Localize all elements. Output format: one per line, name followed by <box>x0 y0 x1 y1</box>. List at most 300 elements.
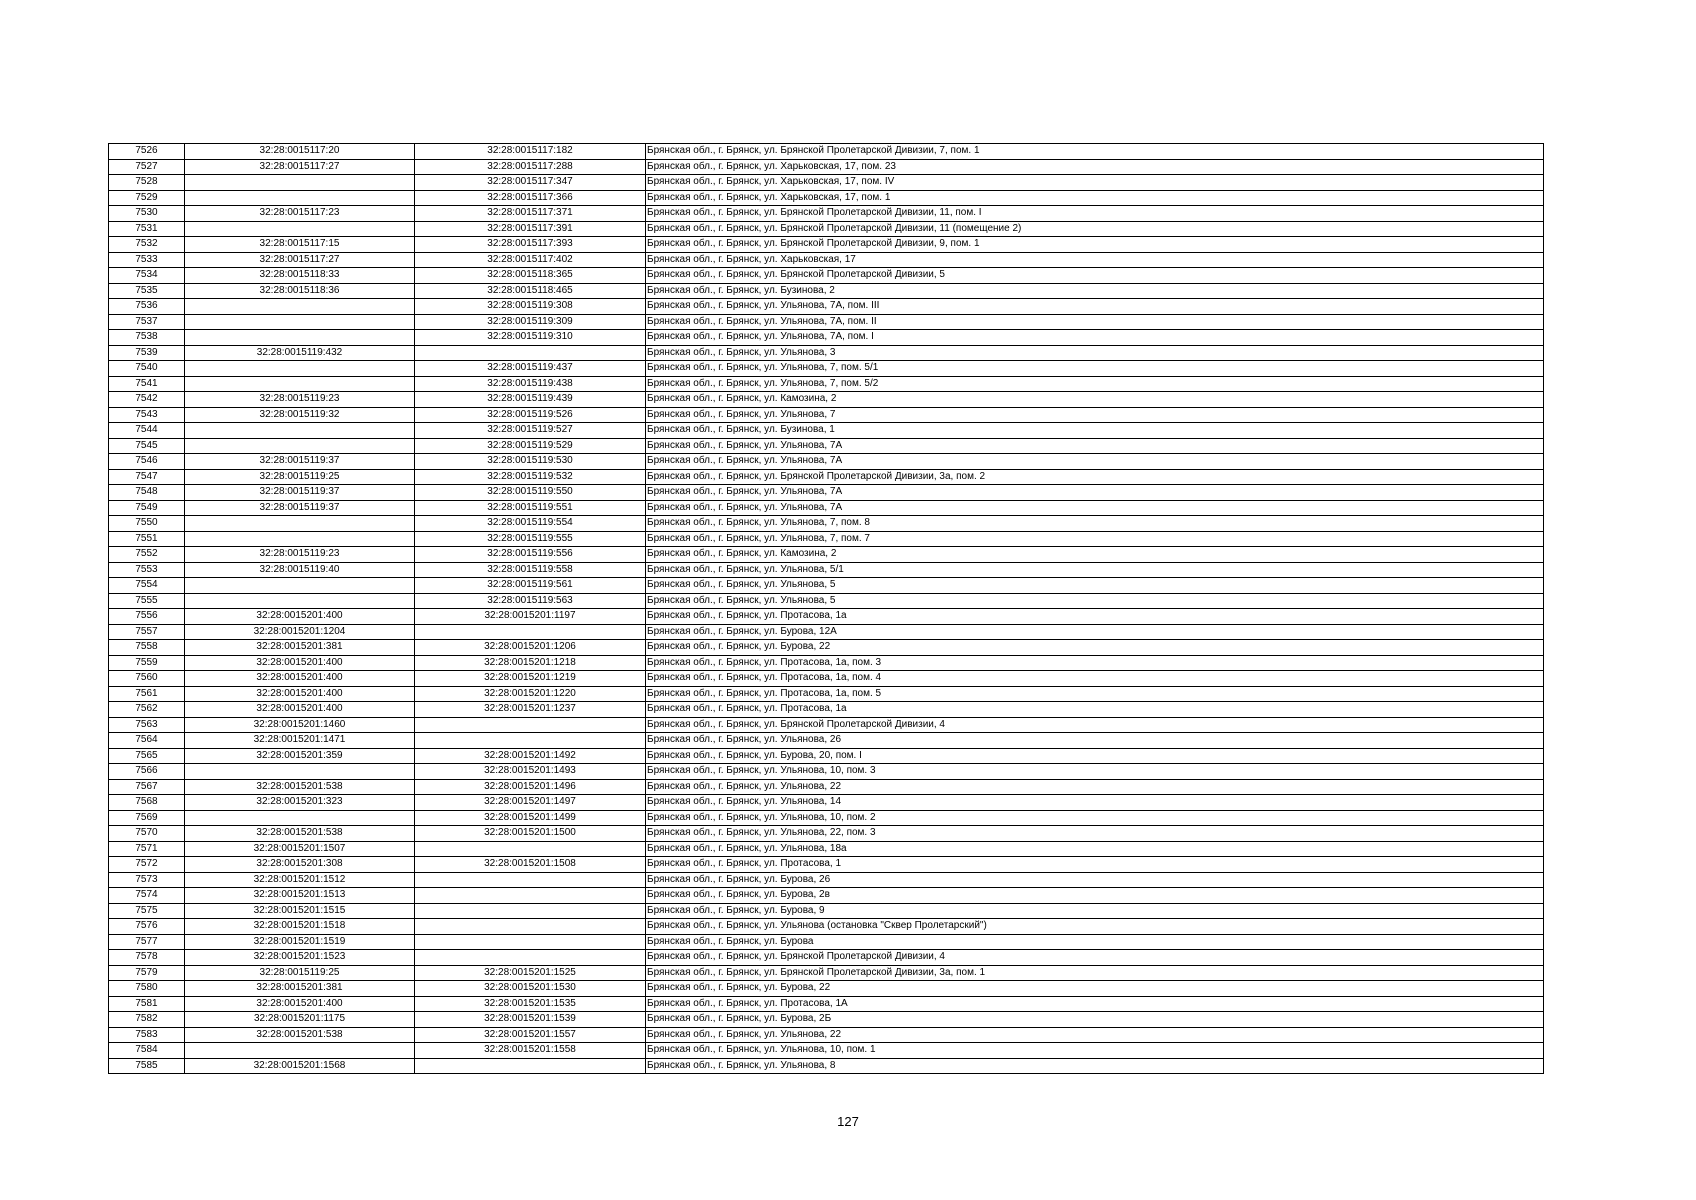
land-plot-cadastral-number-cell: 32:28:0015201:538 <box>185 779 415 795</box>
land-plot-cadastral-number-cell <box>185 438 415 454</box>
table-row <box>109 469 1544 485</box>
object-cadastral-number-cell: 32:28:0015119:554 <box>415 516 646 532</box>
row-number-cell: 7579 <box>109 965 185 981</box>
row-number-cell: 7574 <box>109 888 185 904</box>
land-plot-cadastral-number-cell: 32:28:0015119:23 <box>185 547 415 563</box>
row-number-cell: 7539 <box>109 345 185 361</box>
address-cell: Брянская обл., г. Брянск, ул. Брянской Пролетарской Дивизии, 4 <box>646 950 1544 966</box>
row-number-cell: 7563 <box>109 717 185 733</box>
address-cell: Брянская обл., г. Брянск, ул. Ульянова, 5/1 <box>646 562 1544 578</box>
object-cadastral-number-cell: 32:28:0015119:438 <box>415 376 646 392</box>
land-plot-cadastral-number-cell: 32:28:0015201:1515 <box>185 903 415 919</box>
land-plot-cadastral-number-cell: 32:28:0015118:33 <box>185 268 415 284</box>
address-cell: Брянская обл., г. Брянск, ул. Ульянова, 7, пом. 5/2 <box>646 376 1544 392</box>
row-number-cell: 7551 <box>109 531 185 547</box>
table-row <box>109 764 1544 780</box>
address-cell: Брянская обл., г. Брянск, ул. Харьковская, 17, пом. 1 <box>646 190 1544 206</box>
table-row <box>109 609 1544 625</box>
address-cell: Брянская обл., г. Брянск, ул. Ульянова, 7А <box>646 485 1544 501</box>
land-plot-cadastral-number-cell: 32:28:0015119:432 <box>185 345 415 361</box>
table-row <box>109 578 1544 594</box>
address-cell: Брянская обл., г. Брянск, ул. Бурова, 12А <box>646 624 1544 640</box>
object-cadastral-number-cell: 32:28:0015119:310 <box>415 330 646 346</box>
table-row <box>109 841 1544 857</box>
object-cadastral-number-cell <box>415 934 646 950</box>
object-cadastral-number-cell <box>415 717 646 733</box>
row-number-cell: 7571 <box>109 841 185 857</box>
object-cadastral-number-cell: 32:28:0015117:393 <box>415 237 646 253</box>
address-cell: Брянская обл., г. Брянск, ул. Ульянова, 8 <box>646 1058 1544 1074</box>
row-number-cell: 7543 <box>109 407 185 423</box>
table-row <box>109 733 1544 749</box>
row-number-cell: 7557 <box>109 624 185 640</box>
object-cadastral-number-cell <box>415 841 646 857</box>
table-row <box>109 826 1544 842</box>
table-row <box>109 175 1544 191</box>
land-plot-cadastral-number-cell: 32:28:0015119:37 <box>185 500 415 516</box>
land-plot-cadastral-number-cell <box>185 190 415 206</box>
table-row <box>109 919 1544 935</box>
table-row <box>109 624 1544 640</box>
object-cadastral-number-cell: 32:28:0015119:526 <box>415 407 646 423</box>
table-row <box>109 934 1544 950</box>
page-number: 127 <box>837 1114 859 1129</box>
table-row <box>109 888 1544 904</box>
land-plot-cadastral-number-cell: 32:28:0015201:1175 <box>185 1012 415 1028</box>
row-number-cell: 7555 <box>109 593 185 609</box>
object-cadastral-number-cell: 32:28:0015119:558 <box>415 562 646 578</box>
object-cadastral-number-cell: 32:28:0015119:527 <box>415 423 646 439</box>
table-row <box>109 686 1544 702</box>
address-cell: Брянская обл., г. Брянск, ул. Ульянова, 22 <box>646 1027 1544 1043</box>
table-row <box>109 655 1544 671</box>
address-cell: Брянская обл., г. Брянск, ул. Брянской Пролетарской Дивизии, 3а, пом. 2 <box>646 469 1544 485</box>
object-cadastral-number-cell: 32:28:0015119:555 <box>415 531 646 547</box>
address-cell: Брянская обл., г. Брянск, ул. Протасова, 1а, пом. 4 <box>646 671 1544 687</box>
row-number-cell: 7550 <box>109 516 185 532</box>
row-number-cell: 7584 <box>109 1043 185 1059</box>
object-cadastral-number-cell: 32:28:0015201:1237 <box>415 702 646 718</box>
object-cadastral-number-cell: 32:28:0015117:366 <box>415 190 646 206</box>
row-number-cell: 7570 <box>109 826 185 842</box>
row-number-cell: 7533 <box>109 252 185 268</box>
land-plot-cadastral-number-cell <box>185 299 415 315</box>
table-row <box>109 981 1544 997</box>
address-cell: Брянская обл., г. Брянск, ул. Ульянова, 26 <box>646 733 1544 749</box>
table-row <box>109 748 1544 764</box>
object-cadastral-number-cell: 32:28:0015117:182 <box>415 144 646 160</box>
row-number-cell: 7583 <box>109 1027 185 1043</box>
object-cadastral-number-cell: 32:28:0015201:1499 <box>415 810 646 826</box>
object-cadastral-number-cell: 32:28:0015201:1492 <box>415 748 646 764</box>
table-row <box>109 454 1544 470</box>
row-number-cell: 7532 <box>109 237 185 253</box>
object-cadastral-number-cell <box>415 345 646 361</box>
address-cell: Брянская обл., г. Брянск, ул. Брянской Пролетарской Дивизии, 4 <box>646 717 1544 733</box>
land-plot-cadastral-number-cell: 32:28:0015119:37 <box>185 454 415 470</box>
row-number-cell: 7581 <box>109 996 185 1012</box>
address-cell: Брянская обл., г. Брянск, ул. Протасова, 1а, пом. 5 <box>646 686 1544 702</box>
row-number-cell: 7546 <box>109 454 185 470</box>
address-cell: Брянская обл., г. Брянск, ул. Ульянова (остановка "Сквер Пролетарский") <box>646 919 1544 935</box>
row-number-cell: 7564 <box>109 733 185 749</box>
object-cadastral-number-cell: 32:28:0015201:1206 <box>415 640 646 656</box>
land-plot-cadastral-number-cell <box>185 531 415 547</box>
table-row <box>109 1027 1544 1043</box>
address-cell: Брянская обл., г. Брянск, ул. Брянской Пролетарской Дивизии, 7, пом. 1 <box>646 144 1544 160</box>
table-row <box>109 1012 1544 1028</box>
land-plot-cadastral-number-cell: 32:28:0015201:381 <box>185 640 415 656</box>
land-plot-cadastral-number-cell <box>185 376 415 392</box>
table-row <box>109 702 1544 718</box>
object-cadastral-number-cell <box>415 872 646 888</box>
land-plot-cadastral-number-cell: 32:28:0015201:400 <box>185 609 415 625</box>
land-plot-cadastral-number-cell: 32:28:0015117:15 <box>185 237 415 253</box>
object-cadastral-number-cell: 32:28:0015117:371 <box>415 206 646 222</box>
object-cadastral-number-cell: 32:28:0015117:391 <box>415 221 646 237</box>
row-number-cell: 7576 <box>109 919 185 935</box>
row-number-cell: 7556 <box>109 609 185 625</box>
table-row <box>109 903 1544 919</box>
object-cadastral-number-cell <box>415 950 646 966</box>
land-plot-cadastral-number-cell <box>185 1043 415 1059</box>
table-row <box>109 345 1544 361</box>
row-number-cell: 7559 <box>109 655 185 671</box>
address-cell: Брянская обл., г. Брянск, ул. Ульянова, 7А, пом. I <box>646 330 1544 346</box>
land-plot-cadastral-number-cell: 32:28:0015201:323 <box>185 795 415 811</box>
object-cadastral-number-cell <box>415 1058 646 1074</box>
table-row <box>109 237 1544 253</box>
table-row <box>109 779 1544 795</box>
address-cell: Брянская обл., г. Брянск, ул. Брянской Пролетарской Дивизии, 3а, пом. 1 <box>646 965 1544 981</box>
object-cadastral-number-cell: 32:28:0015119:532 <box>415 469 646 485</box>
row-number-cell: 7577 <box>109 934 185 950</box>
address-cell: Брянская обл., г. Брянск, ул. Бурова, 9 <box>646 903 1544 919</box>
row-number-cell: 7568 <box>109 795 185 811</box>
object-cadastral-number-cell <box>415 903 646 919</box>
address-cell: Брянская обл., г. Брянск, ул. Ульянова, 10, пом. 1 <box>646 1043 1544 1059</box>
object-cadastral-number-cell: 32:28:0015117:402 <box>415 252 646 268</box>
land-plot-cadastral-number-cell: 32:28:0015201:1518 <box>185 919 415 935</box>
address-cell: Брянская обл., г. Брянск, ул. Ульянова, 7, пом. 7 <box>646 531 1544 547</box>
row-number-cell: 7540 <box>109 361 185 377</box>
address-cell: Брянская обл., г. Брянск, ул. Бурова <box>646 934 1544 950</box>
table-row <box>109 516 1544 532</box>
land-plot-cadastral-number-cell: 32:28:0015117:27 <box>185 252 415 268</box>
land-plot-cadastral-number-cell: 32:28:0015201:400 <box>185 702 415 718</box>
address-cell: Брянская обл., г. Брянск, ул. Бурова, 22 <box>646 981 1544 997</box>
land-plot-cadastral-number-cell: 32:28:0015201:359 <box>185 748 415 764</box>
table-row <box>109 810 1544 826</box>
land-plot-cadastral-number-cell <box>185 810 415 826</box>
land-plot-cadastral-number-cell: 32:28:0015119:25 <box>185 469 415 485</box>
object-cadastral-number-cell: 32:28:0015201:1218 <box>415 655 646 671</box>
table-row <box>109 159 1544 175</box>
row-number-cell: 7582 <box>109 1012 185 1028</box>
object-cadastral-number-cell: 32:28:0015201:1500 <box>415 826 646 842</box>
land-plot-cadastral-number-cell <box>185 330 415 346</box>
land-plot-cadastral-number-cell <box>185 764 415 780</box>
object-cadastral-number-cell: 32:28:0015201:1219 <box>415 671 646 687</box>
object-cadastral-number-cell: 32:28:0015119:437 <box>415 361 646 377</box>
address-cell: Брянская обл., г. Брянск, ул. Бузинова, 2 <box>646 283 1544 299</box>
row-number-cell: 7542 <box>109 392 185 408</box>
land-plot-cadastral-number-cell <box>185 361 415 377</box>
land-plot-cadastral-number-cell: 32:28:0015118:36 <box>185 283 415 299</box>
address-cell: Брянская обл., г. Брянск, ул. Брянской Пролетарской Дивизии, 11 (помещение 2) <box>646 221 1544 237</box>
object-cadastral-number-cell: 32:28:0015119:561 <box>415 578 646 594</box>
address-cell: Брянская обл., г. Брянск, ул. Ульянова, 7А <box>646 500 1544 516</box>
address-cell: Брянская обл., г. Брянск, ул. Ульянова, 22 <box>646 779 1544 795</box>
object-cadastral-number-cell: 32:28:0015119:563 <box>415 593 646 609</box>
address-cell: Брянская обл., г. Брянск, ул. Бурова, 2Б <box>646 1012 1544 1028</box>
address-cell: Брянская обл., г. Брянск, ул. Ульянова, 22, пом. 3 <box>646 826 1544 842</box>
object-cadastral-number-cell <box>415 888 646 904</box>
address-cell: Брянская обл., г. Брянск, ул. Брянской Пролетарской Дивизии, 9, пом. 1 <box>646 237 1544 253</box>
object-cadastral-number-cell: 32:28:0015201:1535 <box>415 996 646 1012</box>
table-row <box>109 531 1544 547</box>
object-cadastral-number-cell: 32:28:0015119:550 <box>415 485 646 501</box>
table-row <box>109 283 1544 299</box>
object-cadastral-number-cell <box>415 919 646 935</box>
table-row <box>109 500 1544 516</box>
table-row <box>109 1058 1544 1074</box>
row-number-cell: 7567 <box>109 779 185 795</box>
address-cell: Брянская обл., г. Брянск, ул. Камозина, 2 <box>646 392 1544 408</box>
table-row <box>109 144 1544 160</box>
table-row <box>109 221 1544 237</box>
table-row <box>109 268 1544 284</box>
table-row <box>109 330 1544 346</box>
table-row <box>109 996 1544 1012</box>
land-plot-cadastral-number-cell: 32:28:0015119:37 <box>185 485 415 501</box>
table-row <box>109 950 1544 966</box>
object-cadastral-number-cell: 32:28:0015119:308 <box>415 299 646 315</box>
address-cell: Брянская обл., г. Брянск, ул. Протасова, 1 <box>646 857 1544 873</box>
table-row <box>109 190 1544 206</box>
address-cell: Брянская обл., г. Брянск, ул. Ульянова, 10, пом. 2 <box>646 810 1544 826</box>
land-plot-cadastral-number-cell: 32:28:0015201:1460 <box>185 717 415 733</box>
land-plot-cadastral-number-cell <box>185 221 415 237</box>
object-cadastral-number-cell: 32:28:0015201:1539 <box>415 1012 646 1028</box>
address-cell: Брянская обл., г. Брянск, ул. Бузинова, 1 <box>646 423 1544 439</box>
table-row <box>109 1043 1544 1059</box>
address-cell: Брянская обл., г. Брянск, ул. Ульянова, 7 <box>646 407 1544 423</box>
object-cadastral-number-cell: 32:28:0015201:1557 <box>415 1027 646 1043</box>
land-plot-cadastral-number-cell: 32:28:0015201:1523 <box>185 950 415 966</box>
table-row <box>109 392 1544 408</box>
object-cadastral-number-cell: 32:28:0015119:556 <box>415 547 646 563</box>
object-cadastral-number-cell: 32:28:0015201:1197 <box>415 609 646 625</box>
address-cell: Брянская обл., г. Брянск, ул. Ульянова, 5 <box>646 593 1544 609</box>
row-number-cell: 7544 <box>109 423 185 439</box>
land-plot-cadastral-number-cell <box>185 423 415 439</box>
object-cadastral-number-cell: 32:28:0015201:1530 <box>415 981 646 997</box>
object-cadastral-number-cell: 32:28:0015201:1508 <box>415 857 646 873</box>
address-cell: Брянская обл., г. Брянск, ул. Камозина, 2 <box>646 547 1544 563</box>
row-number-cell: 7528 <box>109 175 185 191</box>
row-number-cell: 7561 <box>109 686 185 702</box>
table-row <box>109 547 1544 563</box>
land-plot-cadastral-number-cell: 32:28:0015201:400 <box>185 686 415 702</box>
address-cell: Брянская обл., г. Брянск, ул. Ульянова, 7А, пом. II <box>646 314 1544 330</box>
row-number-cell: 7534 <box>109 268 185 284</box>
address-cell: Брянская обл., г. Брянск, ул. Бурова, 22 <box>646 640 1544 656</box>
land-plot-cadastral-number-cell: 32:28:0015201:538 <box>185 826 415 842</box>
table-row <box>109 562 1544 578</box>
table-row <box>109 640 1544 656</box>
land-plot-cadastral-number-cell: 32:28:0015201:1507 <box>185 841 415 857</box>
land-plot-cadastral-number-cell: 32:28:0015201:1512 <box>185 872 415 888</box>
row-number-cell: 7565 <box>109 748 185 764</box>
row-number-cell: 7585 <box>109 1058 185 1074</box>
object-cadastral-number-cell <box>415 733 646 749</box>
object-cadastral-number-cell: 32:28:0015117:288 <box>415 159 646 175</box>
object-cadastral-number-cell: 32:28:0015119:439 <box>415 392 646 408</box>
table-row <box>109 206 1544 222</box>
address-cell: Брянская обл., г. Брянск, ул. Протасова, 1а, пом. 3 <box>646 655 1544 671</box>
table-row <box>109 299 1544 315</box>
address-cell: Брянская обл., г. Брянск, ул. Ульянова, 7, пом. 8 <box>646 516 1544 532</box>
row-number-cell: 7580 <box>109 981 185 997</box>
address-cell: Брянская обл., г. Брянск, ул. Ульянова, 3 <box>646 345 1544 361</box>
land-plot-cadastral-number-cell <box>185 516 415 532</box>
land-plot-cadastral-number-cell: 32:28:0015201:538 <box>185 1027 415 1043</box>
land-plot-cadastral-number-cell: 32:28:0015119:40 <box>185 562 415 578</box>
object-cadastral-number-cell: 32:28:0015201:1493 <box>415 764 646 780</box>
table-row <box>109 593 1544 609</box>
row-number-cell: 7535 <box>109 283 185 299</box>
land-plot-cadastral-number-cell: 32:28:0015201:1204 <box>185 624 415 640</box>
table-row <box>109 361 1544 377</box>
row-number-cell: 7569 <box>109 810 185 826</box>
row-number-cell: 7558 <box>109 640 185 656</box>
object-cadastral-number-cell: 32:28:0015201:1496 <box>415 779 646 795</box>
land-plot-cadastral-number-cell: 32:28:0015201:400 <box>185 655 415 671</box>
land-plot-cadastral-number-cell <box>185 578 415 594</box>
table-row <box>109 407 1544 423</box>
object-cadastral-number-cell: 32:28:0015201:1525 <box>415 965 646 981</box>
row-number-cell: 7548 <box>109 485 185 501</box>
land-plot-cadastral-number-cell <box>185 593 415 609</box>
table-row <box>109 795 1544 811</box>
table-row <box>109 252 1544 268</box>
table-row <box>109 376 1544 392</box>
land-plot-cadastral-number-cell: 32:28:0015117:27 <box>185 159 415 175</box>
row-number-cell: 7554 <box>109 578 185 594</box>
row-number-cell: 7578 <box>109 950 185 966</box>
object-cadastral-number-cell: 32:28:0015201:1558 <box>415 1043 646 1059</box>
table-row <box>109 438 1544 454</box>
row-number-cell: 7529 <box>109 190 185 206</box>
row-number-cell: 7560 <box>109 671 185 687</box>
address-cell: Брянская обл., г. Брянск, ул. Брянской Пролетарской Дивизии, 5 <box>646 268 1544 284</box>
row-number-cell: 7537 <box>109 314 185 330</box>
address-cell: Брянская обл., г. Брянск, ул. Ульянова, 18а <box>646 841 1544 857</box>
registry-table <box>108 143 1544 1074</box>
land-plot-cadastral-number-cell: 32:28:0015119:32 <box>185 407 415 423</box>
address-cell: Брянская обл., г. Брянск, ул. Брянской Пролетарской Дивизии, 11, пом. I <box>646 206 1544 222</box>
object-cadastral-number-cell: 32:28:0015119:551 <box>415 500 646 516</box>
land-plot-cadastral-number-cell: 32:28:0015119:23 <box>185 392 415 408</box>
land-plot-cadastral-number-cell: 32:28:0015201:1471 <box>185 733 415 749</box>
address-cell: Брянская обл., г. Брянск, ул. Протасова, 1А <box>646 996 1544 1012</box>
address-cell: Брянская обл., г. Брянск, ул. Бурова, 2в <box>646 888 1544 904</box>
address-cell: Брянская обл., г. Брянск, ул. Ульянова, 7А <box>646 454 1544 470</box>
land-plot-cadastral-number-cell <box>185 175 415 191</box>
address-cell: Брянская обл., г. Брянск, ул. Харьковская, 17 <box>646 252 1544 268</box>
row-number-cell: 7541 <box>109 376 185 392</box>
object-cadastral-number-cell: 32:28:0015119:309 <box>415 314 646 330</box>
address-cell: Брянская обл., г. Брянск, ул. Протасова, 1а <box>646 609 1544 625</box>
address-cell: Брянская обл., г. Брянск, ул. Бурова, 26 <box>646 872 1544 888</box>
row-number-cell: 7552 <box>109 547 185 563</box>
land-plot-cadastral-number-cell <box>185 314 415 330</box>
object-cadastral-number-cell: 32:28:0015119:529 <box>415 438 646 454</box>
address-cell: Брянская обл., г. Брянск, ул. Ульянова, 14 <box>646 795 1544 811</box>
registry-table-body <box>109 144 1544 1074</box>
land-plot-cadastral-number-cell: 32:28:0015201:400 <box>185 671 415 687</box>
table-row <box>109 485 1544 501</box>
row-number-cell: 7545 <box>109 438 185 454</box>
object-cadastral-number-cell: 32:28:0015201:1497 <box>415 795 646 811</box>
land-plot-cadastral-number-cell: 32:28:0015201:381 <box>185 981 415 997</box>
land-plot-cadastral-number-cell: 32:28:0015201:1519 <box>185 934 415 950</box>
land-plot-cadastral-number-cell: 32:28:0015117:20 <box>185 144 415 160</box>
table-row <box>109 423 1544 439</box>
row-number-cell: 7549 <box>109 500 185 516</box>
row-number-cell: 7531 <box>109 221 185 237</box>
address-cell: Брянская обл., г. Брянск, ул. Ульянова, 7А, пом. III <box>646 299 1544 315</box>
address-cell: Брянская обл., г. Брянск, ул. Бурова, 20, пом. I <box>646 748 1544 764</box>
row-number-cell: 7547 <box>109 469 185 485</box>
row-number-cell: 7553 <box>109 562 185 578</box>
address-cell: Брянская обл., г. Брянск, ул. Ульянова, 10, пом. 3 <box>646 764 1544 780</box>
land-plot-cadastral-number-cell: 32:28:0015201:1513 <box>185 888 415 904</box>
land-plot-cadastral-number-cell: 32:28:0015117:23 <box>185 206 415 222</box>
row-number-cell: 7572 <box>109 857 185 873</box>
address-cell: Брянская обл., г. Брянск, ул. Харьковская, 17, пом. IV <box>646 175 1544 191</box>
land-plot-cadastral-number-cell: 32:28:0015201:1568 <box>185 1058 415 1074</box>
object-cadastral-number-cell: 32:28:0015119:530 <box>415 454 646 470</box>
row-number-cell: 7526 <box>109 144 185 160</box>
land-plot-cadastral-number-cell: 32:28:0015201:400 <box>185 996 415 1012</box>
object-cadastral-number-cell: 32:28:0015117:347 <box>415 175 646 191</box>
table-row <box>109 671 1544 687</box>
table-row <box>109 717 1544 733</box>
table-row <box>109 872 1544 888</box>
address-cell: Брянская обл., г. Брянск, ул. Протасова, 1а <box>646 702 1544 718</box>
object-cadastral-number-cell: 32:28:0015201:1220 <box>415 686 646 702</box>
table-row <box>109 965 1544 981</box>
row-number-cell: 7575 <box>109 903 185 919</box>
table-row <box>109 314 1544 330</box>
row-number-cell: 7536 <box>109 299 185 315</box>
address-cell: Брянская обл., г. Брянск, ул. Ульянова, 5 <box>646 578 1544 594</box>
row-number-cell: 7566 <box>109 764 185 780</box>
row-number-cell: 7573 <box>109 872 185 888</box>
address-cell: Брянская обл., г. Брянск, ул. Харьковская, 17, пом. 23 <box>646 159 1544 175</box>
object-cadastral-number-cell <box>415 624 646 640</box>
table-row <box>109 857 1544 873</box>
address-cell: Брянская обл., г. Брянск, ул. Ульянова, 7, пом. 5/1 <box>646 361 1544 377</box>
address-cell: Брянская обл., г. Брянск, ул. Ульянова, 7А <box>646 438 1544 454</box>
row-number-cell: 7538 <box>109 330 185 346</box>
object-cadastral-number-cell: 32:28:0015118:365 <box>415 268 646 284</box>
object-cadastral-number-cell: 32:28:0015118:465 <box>415 283 646 299</box>
row-number-cell: 7527 <box>109 159 185 175</box>
row-number-cell: 7562 <box>109 702 185 718</box>
